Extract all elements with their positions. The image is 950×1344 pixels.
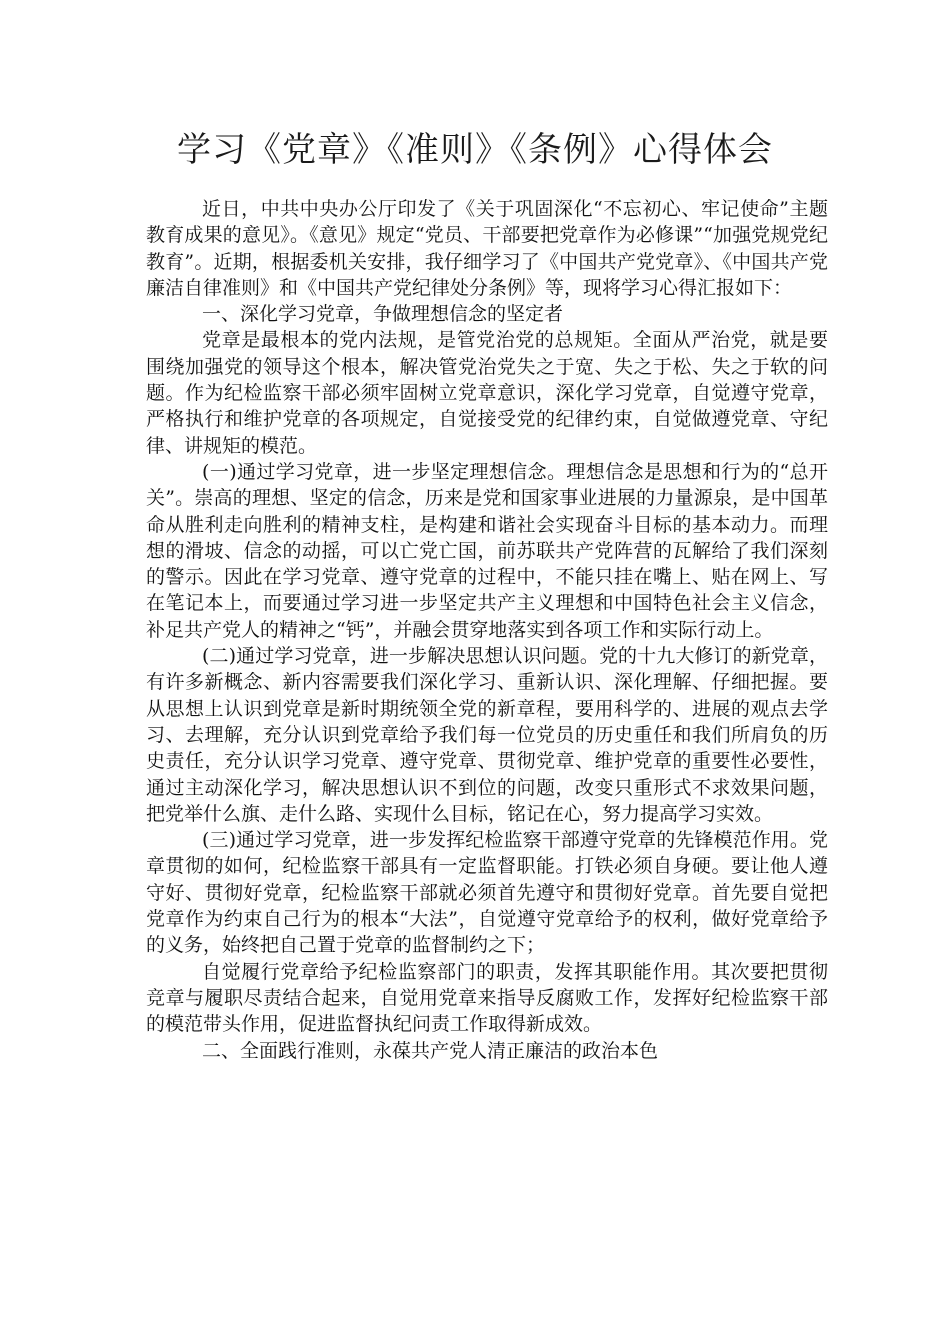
body-paragraph: (三)通过学习党章，进一步发挥纪检监察干部遵守党章的先锋模范作用。党章贯彻的如何，纪检监察干部具有一定监督职能。打铁必须自身硬。要让他人遵守好、贯彻好党章，纪检监察干部就必须首先遵守和贯彻好党章。首先要自觉把党章作为约束自己行为的根本“大法”，自觉遵守党章给予的权利，做好党章给予的义务，始终把自己置于党章的监督制约之下；	[146, 829, 828, 957]
body-paragraph: 党章是最根本的党内法规，是管党治党的总规矩。全面从严治党，就是要围绕加强党的领导这个根本，解决管党治党失之于宽、失之于松、失之于软的问题。作为纪检监察干部必须牢固树立党章意识，深化学习党章，自觉遵守党章，严格执行和维护党章的各项规定，自觉接受党的纪律约束，自觉做遵党章、守纪律、讲规矩的模范。	[146, 329, 828, 457]
document-body	[146, 196, 828, 1064]
body-paragraph: (二)通过学习党章，进一步解决思想认识问题。党的十九大修订的新党章，有许多新概念、新内容需要我们深化学习、重新认识、深化理解、仔细把握。要从思想上认识到党章是新时期统领全党的新章程，要用科学的、进展的观点去学习、去理解，充分认识到党章给予我们每一位党员的历史重任和我们所肩负的历史责任，充分认识学习党章、遵守党章、贯彻党章、维护党章的重要性必要性，通过主动深化学习，解决思想认识不到位的问题，改变只重形式不求效果问题，把党举什么旗、走什么路、实现什么目标，铭记在心，努力提高学习实效。	[146, 645, 828, 825]
section-heading-1: 一、深化学习党章，争做理想信念的坚定者	[202, 303, 564, 326]
document-title: 学习《党章》《准则》《条例》心得体会	[177, 130, 773, 170]
body-paragraph: 自觉履行党章给予纪检监察部门的职责，发挥其职能作用。其次要把贯彻竞章与履职尽责结合起来，自觉用党章来指导反腐败工作，发挥好纪检监察干部的模范带头作用，促进监督执纪问责工作取得新成效。	[146, 960, 828, 1036]
body-paragraph: (一)通过学习党章，进一步坚定理想信念。理想信念是思想和行为的“总开关”。崇高的理想、坚定的信念，历来是党和国家事业进展的力量源泉，是中国革命从胜利走向胜利的精神支柱，是构建和谐社会实现奋斗目标的基本动力。而理想的滑坡、信念的动摇，可以亡党亡国，前苏联共产党阵营的瓦解给了我们深刻的警示。因此在学习党章、遵守党章的过程中，不能只挂在嘴上、贴在网上、写在笔记本上，而要通过学习进一步坚定共产主义理想和中国特色社会主义信念，补足共产党人的精神之“钙”，并融会贯穿地落实到各项工作和实际行动上。	[146, 460, 828, 641]
intro-paragraph: 近日，中共中央办公厅印发了《关于巩固深化“不忘初心、牢记使命”主题教育成果的意见》。《意见》规定“党员、干部要把党章作为必修课”“加强党规党纪教育”。近期，根据委机关安排，我仔细学习了《中国共产党党章》、《中国共产党廉洁自律准则》和《中国共产党纪律处分条例》等，现将学习心得汇报如下：	[146, 198, 828, 299]
section-heading-2: 二、全面践行准则，永葆共产党人清正廉洁的政治本色	[202, 1039, 659, 1062]
